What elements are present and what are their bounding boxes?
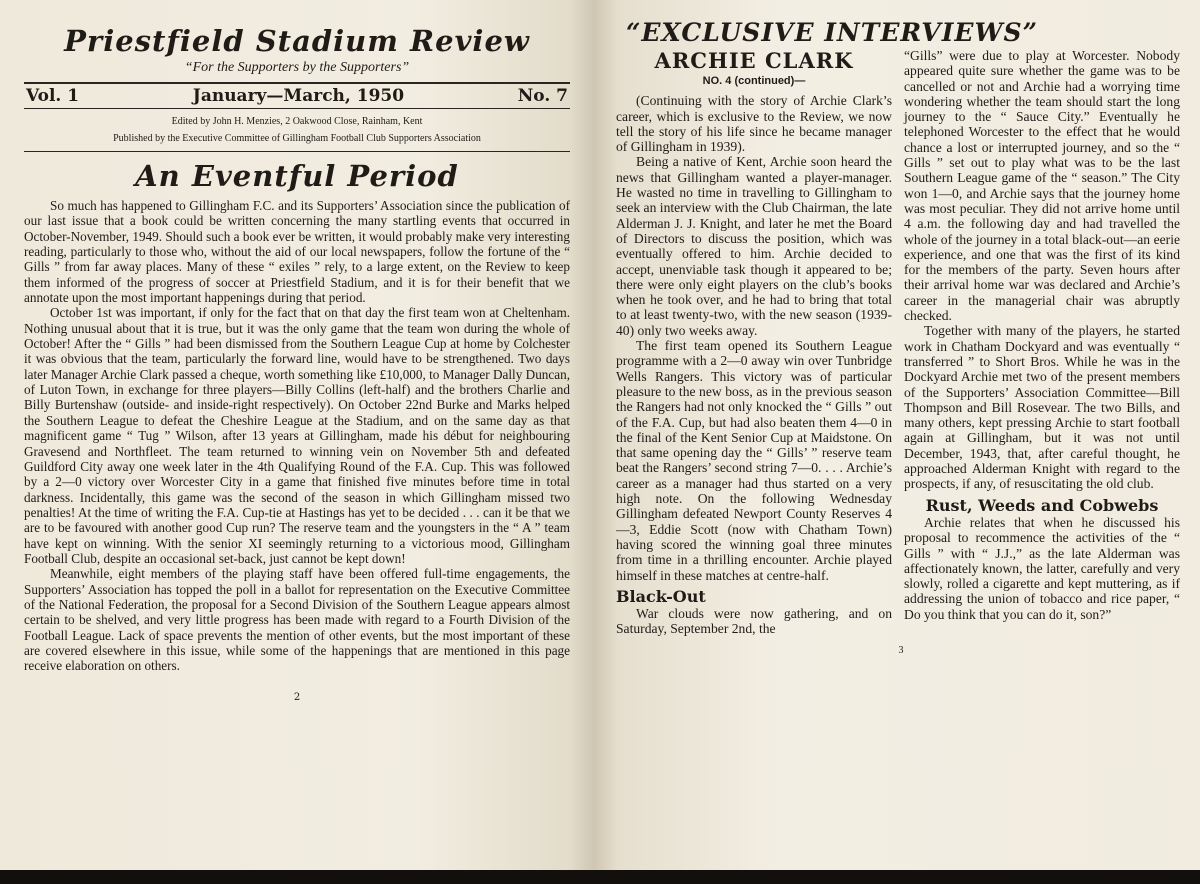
- volume: Vol. 1: [26, 86, 80, 106]
- page-number: 2: [293, 691, 301, 703]
- columns: [616, 48, 1186, 637]
- rule: [24, 151, 570, 152]
- background-edge: [0, 870, 1200, 884]
- right-page: [594, 0, 1200, 870]
- credits: [24, 109, 570, 151]
- publisher-credit: Published by the Executive Committee of Gillingham Football Club Supporters Association: [113, 133, 481, 144]
- masthead-subtitle: “For the Supporters by the Supporters”: [184, 60, 410, 75]
- paragraph: Archie relates that when he discussed his proposal to recommence the activities of the “ Gills ” with “ J.J.,” as the late Alderman was affectionately known, the latter, carefully and very slowly, rolled a cigarette and kept muttering, as if addressing the union of tobacco and rice paper, “ Do you think that you can do it, son?”: [904, 514, 1180, 622]
- interview-name: ARCHIE CLARK: [654, 48, 854, 73]
- interview-part: NO. 4 (continued)—: [702, 75, 806, 87]
- subheading: Rust, Weeds and Cobwebs: [925, 495, 1159, 515]
- paragraph: “Gills” were due to play at Worcester. Nobody appeared quite sure whether the game was to be cancelled or not and Archie had a worrying time wondering whether the team should start the long journey to the “ Sauce City.” Eventually he telephoned Worcester to the effect that he would chance a lost or interrupted journey, and so the “ Gills ” set out to play what was to be the last Southern League game of the “ season.” The City won 1—0, and Archie says that the journey home was most peculiar. They did not arrive home until 4 a.m. the following day and had travelled the whole of the journey in a total black-out—an eerie experience, and one that was the first of its kind for the members of the party. Seven hours after their arrival home war was declared and Archie’s career in the managerial chair was abruptly checked.: [904, 48, 1180, 324]
- issue-number: No. 7: [517, 86, 568, 106]
- column-1: [616, 48, 892, 637]
- page-number: 3: [898, 644, 904, 656]
- paragraph: Meanwhile, eight members of the playing staff have been offered full-time engagements, the Supporters’ Association has topped the poll in a ballot for representation on the Executive Committee of the National Federation, the proposal for a Second Division of the Southern League appears almost certain to be shelved, and very little progress has been made with regard to a Fourth Division of the Football League. Lack of space prevents the mention of other events, but the most important of these are covered elsewhere in this issue, while some of the happenings that are mentioned in this page receive elaboration on others.: [24, 566, 570, 674]
- subheading: Black-Out: [616, 586, 706, 606]
- editor-credit: Edited by John H. Menzies, 2 Oakwood Close, Rainham, Kent: [171, 116, 423, 127]
- article-body: [24, 198, 570, 674]
- paragraph: War clouds were now gathering, and on Saturday, September 2nd, the: [616, 606, 892, 637]
- paragraph: (Continuing with the story of Archie Clark’s career, which is exclusive to the Review, we now tell the story of his life since he became manager of Gillingham in 1939).: [616, 93, 892, 155]
- issue-date: January—March, 1950: [192, 86, 405, 106]
- paragraph: October 1st was important, if only for the fact that on that day the first team won at Cheltenham. Nothing unusual about that it is true, but it was the only game that the team won during the whole of October! After the “ Gills ” had been dismissed from the Southern League Cup at home by Colchester it was obvious that the team, particularly the forward line, would have to be strengthened. Two days later Manager Archie Clark passed a cheque, worth something like £10,000, to Manager Dally Duncan, of Luton Town, in exchange for three players—Billy Collins (left-half) and the brothers Charlie and Billy Burtenshaw (outside- and inside-right respectively). On October 22nd Burke and Marks helped the Southern League to defeat the Cheshire League at the Stadium, and on the same day as that magnificent game “ Tug ” Wilson, after 13 years at Gillingham, made his début for neighbouring Gravesend and Northfleet. The team returned to winning vein on November 5th and defeated Guildford City away one week later in the 4th Qualifying Round of the F.A. Cup. This was followed by a 2—0 victory over Worcester City in a game that finished five minutes before time in total darkness. Incidentally, this game was the second of the season in which Gillingham missed two penalties! At the time of writing the F.A. Cup-tie at Hastings has yet to be decided . . . can it be that we are to be favoured with another good Cup run? The reserve team and the youngsters in the “ A ” team have kept on winning. With the senior XI seemingly returning to a victorious mood, Gillingham Football Club, despite an occasional set-back, just cannot be kept down!: [24, 305, 570, 566]
- paragraph: So much has happened to Gillingham F.C. and its Supporters’ Association since the publication of our last issue that a book could be written concerning the many startling events that occurred in October-November, 1949. Should such a book ever be written, it would probably make very interesting reading, particularly to those who, without the aid of our local newspapers, follow the fortune of the “ Gills ” from far away places. Many of these “ exiles ” rely, to a large extent, on the Review to keep them informed of the progress of soccer at Priestfield Stadium, and it is for their benefit that we annotate upon the most important happenings during that period.: [24, 198, 570, 306]
- paragraph: Together with many of the players, he started work in Chatham Dockyard and was eventually “ transferred ” to Short Bros. While he was in the Dockyard Archie met two of the present members of the Supporters’ Association Committee—Bill Thompson and Bill Rosevear. The two Bills, and many others, kept pressing Archie to start football again at Gillingham, but it was not until December, 1943, that, after careful thought, he approached Alderman Knight with regard to the prospects, if any, of resuscitating the old club.: [904, 323, 1180, 492]
- paragraph: Being a native of Kent, Archie soon heard the news that Gillingham wanted a player-manager. He wasted no time in travelling to Gillingham to seek an interview with the Club Chairman, the late Alderman J. J. Knight, and later he met the Board of Directors to discuss the position, which was eventually offered to him. Archie decided to accept, unenviable task though it appeared to be; there were only eight players on the club’s books when he took over, and he had to bring that total to at least twenty-two, with the new season (1939-40) only two weeks away.: [616, 154, 892, 338]
- article-headline: An Eventful Period: [135, 159, 459, 193]
- column-2: [904, 48, 1180, 637]
- masthead-title: Priestfield Stadium Review: [64, 24, 530, 58]
- issue-info-row: [24, 84, 570, 108]
- section-header: “EXCLUSIVE INTERVIEWS”: [626, 18, 1038, 47]
- paragraph: The first team opened its Southern League programme with a 2—0 away win over Tunbridge Wells Rangers. This victory was of particular pleasure to the new boss, as in the previous season the Rangers had not only knocked the “ Gills ” out of the F.A. Cup, but had also beaten them 4—0 in the final of the Kent Senior Cup at Maidstone. On that same opening day the “ Gills’ ” reserve team beat the Rangers’ second string 7—0. . . . Archie’s career as a manager had thus started on a very high note. On the following Wednesday Gillingham defeated Newport County Reserves 4—3, Eddie Scott (now with Chatham Town) having scored the winning goal three minutes from time in a thrilling encounter. Archie played himself in these matches at centre-half.: [616, 338, 892, 583]
- left-page: [0, 0, 594, 870]
